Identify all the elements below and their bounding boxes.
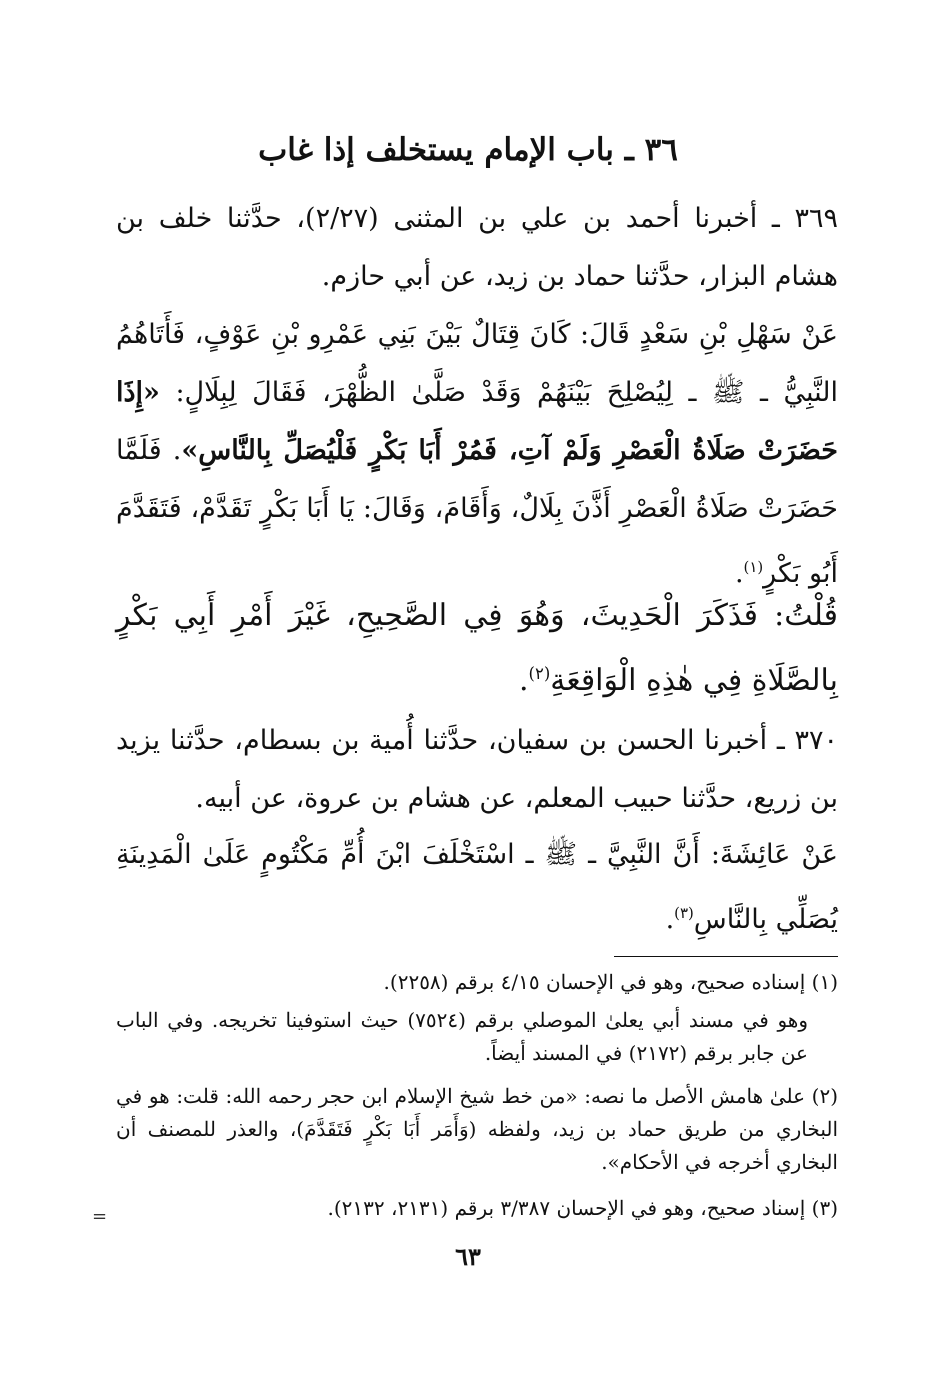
footnote-ref-1: (١) — [743, 558, 764, 576]
footnote-1-line-2: وهو في مسند أبي يعلىٰ الموصلي برقم (٧٥٢٤) حيث استوفينا تخريجه. وفي الباب عن جابر برقم (٢١٧٢) في المسند أيضاً. — [116, 1008, 809, 1065]
page-number: ٦٣ — [455, 1242, 481, 1271]
footnote-3: (٣) إسناد صحيح، وهو في الإحسان ٣/٣٨٧ برقم (٢١٣١، ٢١٣٢). — [327, 1196, 838, 1220]
footnote-ref-3: (٣) — [674, 904, 694, 922]
prophet-quote: «إِذَا حَضَرَتْ صَلَاةُ الْعَصْرِ وَلَمْ آتِ، فَمُرْ أَبَا بَكْرٍ فَلْيُصَلِّ بِالنَّاسِ» — [116, 377, 838, 466]
matn-text: عَنْ عَائِشَةَ: أَنَّ النَّبِيَّ ـ ﷺ ـ اسْتَخْلَفَ ابْنَ أُمِّ مَكْتُومٍ عَلَىٰ الْمَدِينَةِ يُصَلِّي بِالنَّاسِ — [116, 839, 838, 935]
hadith-370-isnad: ٣٧٠ ـ أخبرنا الحسن بن سفيان، حدَّثنا أُمية بن بسطام، حدَّثنا يزيد بن زريع، حدَّثنا حبيب المعلم، عن هشام بن عروة، عن أبيه. — [116, 725, 838, 814]
hadith-369-comment — [116, 587, 838, 710]
comment-text: قُلْتُ: فَذَكَرَ الْحَدِيثَ، وَهُوَ فِي الصَّحِيحِ، غَيْرَ أَمْرِ أَبِي بَكْرٍ بِالصَّلَاةِ فِي هٰذِهِ الْوَاقِعَةِ — [116, 598, 838, 698]
hadith-370-matn — [116, 826, 838, 949]
chapter-title: ٣٦ ـ باب الإمام يستخلف إذا غاب — [258, 132, 678, 168]
sentence-end: . — [518, 663, 529, 698]
footnote-separator — [614, 956, 838, 957]
sentence-end: . — [665, 904, 675, 935]
margin-mark: = — [92, 1206, 108, 1227]
footnote-ref-2: (٢) — [528, 664, 551, 683]
sentence-end: . — [734, 558, 744, 589]
matn-text-continued: . فَلَمَّا حَضَرَتْ صَلَاةُ الْعَصْرِ أَذَّنَ بِلَالٌ، وَأَقَامَ، وَقَالَ: يَا أَبَا بَكْرٍ تَقَدَّمْ، فَتَقَدَّمَ أَبُو بَكْرٍ — [116, 435, 838, 589]
footnote-2: (٢) علىٰ هامش الأصل ما نصه: «من خط شيخ الإسلام ابن حجر رحمه الله: قلت: هو في البخاري من طريق حماد بن زيد، ولفظه (وَأَمَر أَبَا بَكْرٍ فَتَقَدَّمَ)، والعذر للمصنف أن البخاري أخرجه في الأحكام». — [116, 1084, 838, 1174]
matn-text: عَنْ سَهْلِ بْنِ سَعْدٍ قَالَ: كَانَ قِتَالٌ بَيْنَ بَنِي عَمْرِو بْنِ عَوْفٍ، فَأَتَاهُمُ النَّبِيُّ ـ ﷺ ـ لِيُصْلِحَ بَيْنَهُمْ وَقَدْ صَلَّىٰ الظُّهْرَ، فَقَالَ لِبِلَالٍ: — [116, 319, 838, 408]
hadith-369-matn — [116, 306, 838, 603]
footnote-1-line-1: (١) إسناده صحيح، وهو في الإحسان ٤/١٥ برقم (٢٢٥٨). — [383, 970, 838, 994]
hadith-369-isnad: ٣٦٩ ـ أخبرنا أحمد بن علي بن المثنى (٢/٢٧)، حدَّثنا خلف بن هشام البزار، حدَّثنا حماد بن زيد، عن أبي حازم. — [116, 203, 838, 292]
